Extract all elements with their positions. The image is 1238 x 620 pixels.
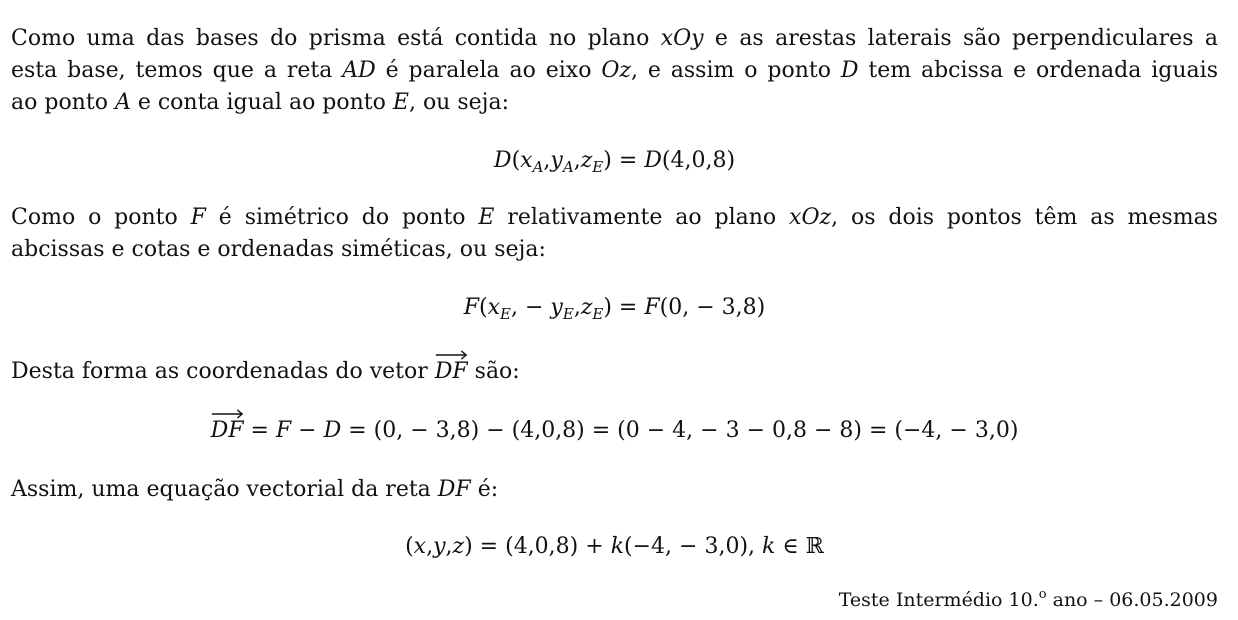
- paragraph2-line2: abcissas e cotas e ordenadas siméticas, ou seja:: [11, 237, 546, 262]
- paragraph1-line1: Como uma das bases do prisma está contida no plano xOy e as arestas laterais são perpendiculares a: [11, 26, 1218, 51]
- vector-df: DF: [435, 356, 468, 388]
- equation-point-f: $F(x_E$, − $y_E,z_E) = F(0$, − 3,8): [463, 295, 766, 323]
- equation-vector-df: DF = F − D = (0, − 3,8) − (4,0,8) = (0 − 4, − 3 − 0,8 − 8) = (−4, − 3,0): [11, 415, 1218, 447]
- source-footer: Teste Intermédio 10.$^o$ ano – 06.05.2009: [838, 587, 1218, 611]
- paragraph2-line1: Como o ponto F é simétrico do ponto E relativamente ao plano xOz, os dois pontos têm as mesmas: [11, 205, 1218, 230]
- paragraph-vector-coordinates: Desta forma as coordenadas do vetor DF são:: [11, 356, 1218, 388]
- paragraph-prism-explanation: [11, 23, 1218, 119]
- paragraph1-line3: ao ponto A e conta igual ao ponto E, ou seja:: [11, 90, 510, 115]
- paragraph-symmetric-point: [11, 202, 1218, 266]
- paragraph-vector-equation: Assim, uma equação vectorial da reta DF é:: [11, 477, 499, 502]
- equation-point-d: $D(x_A,y_A,z_E) = D(4,0,8)$: [493, 148, 736, 176]
- paragraph1-line2: esta base, temos que a reta AD é paralela ao eixo Oz, e assim o ponto D tem abcissa e ordenada iguais: [11, 58, 1218, 83]
- equation-line-df: (x,y,z) = (4,0,8) + k(−4, − 3,0), k ∈ ℝ: [405, 534, 824, 559]
